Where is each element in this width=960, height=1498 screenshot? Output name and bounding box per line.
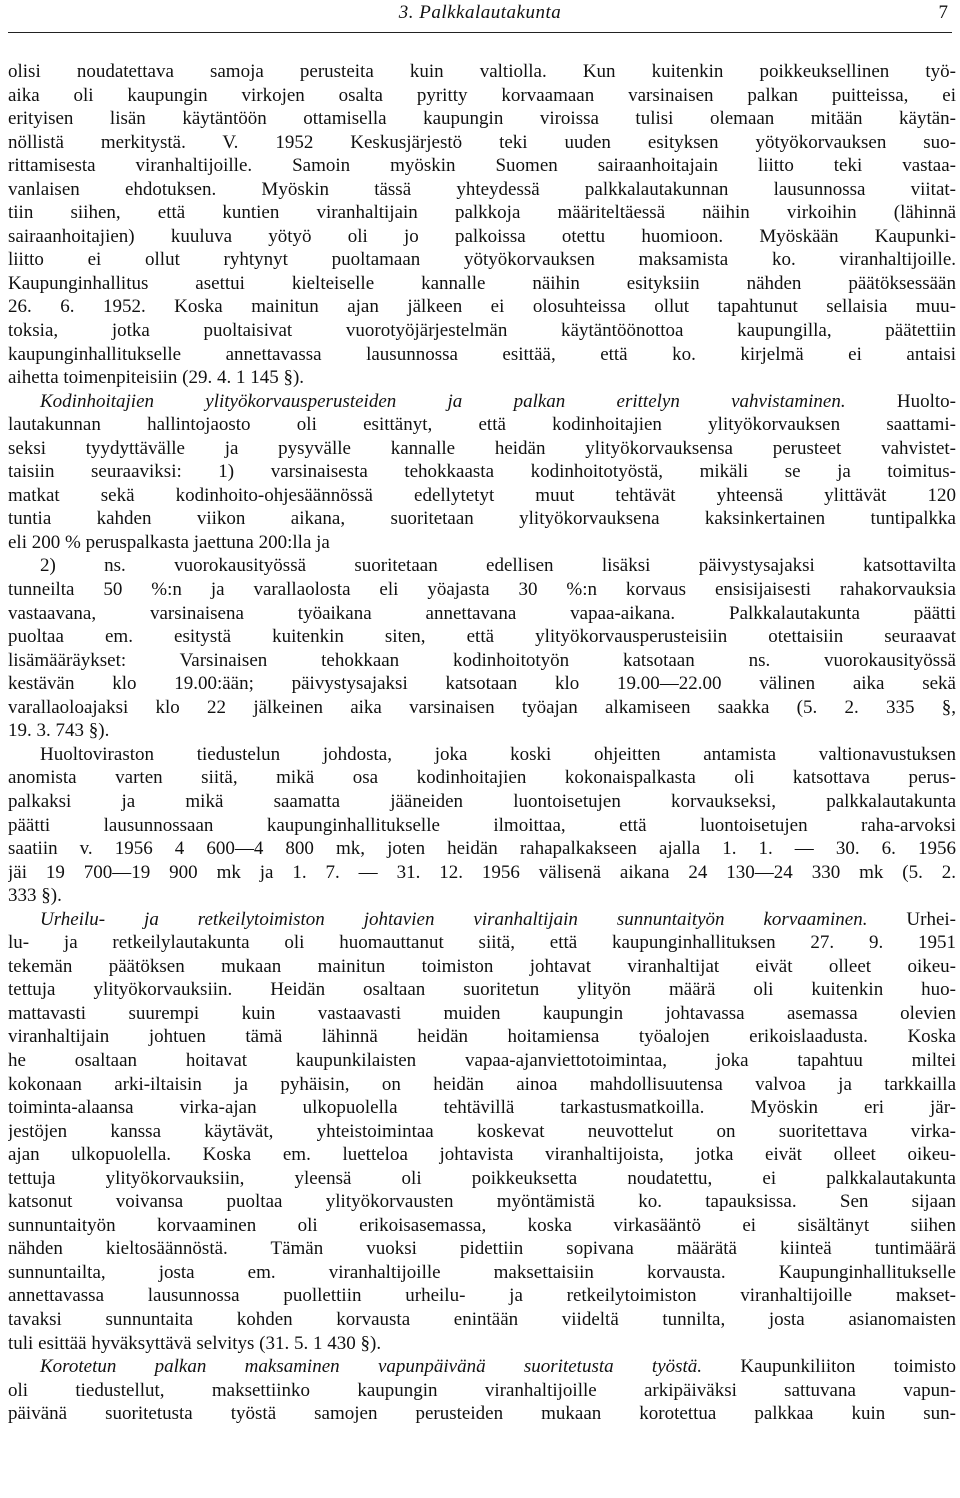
line-text: eli 200 % peruspalkasta jaettuna 200:lla ja	[8, 531, 330, 553]
line-text: tekemän päätöksen mukaan mainitun toimiston johtavat viranhaltijat eivät olleet oikeu-	[8, 955, 956, 977]
text-line	[8, 578, 956, 602]
text-line	[8, 413, 956, 437]
line-text: aihetta toimenpiteisiin (29. 4. 1 145 §).	[8, 367, 305, 389]
line-text: vanlaisen ehdotuksen. Myöskin tässä yhteydessä palkkalautakunnan lausunnossa viitat-	[8, 178, 956, 200]
text-line	[8, 484, 956, 508]
text-line	[8, 178, 956, 202]
line-text: annettavassa lausunnossa puollettiin urheilu- ja retkeilytoimiston viranhaltijoille makset-	[8, 1285, 956, 1307]
line-text: anomista varten siitä, mikä osa kodinhoitajien kokonaispalkasta oli katsottava perus-	[8, 767, 956, 789]
text-line	[8, 1379, 956, 1403]
line-text: tavaksi sunnuntaita kohden korvausta enintään viideltä tunnilta, josta asianomaisten	[8, 1308, 956, 1330]
line-text: kokonaan arki-iltaisin ja pyhäisin, on heidän ainoa mahdollisuutensa valvoa ja tarkkailla	[8, 1073, 956, 1095]
line-text: jestöjen kanssa käytävät, yhteistoimintaa koskevat neuvottelut on suoritettava virka-	[8, 1120, 956, 1142]
line-text: tettuja ylityökorvauksiin, yleensä oli poikkeuksetta noudatettu, ei palkkalautakunta	[8, 1167, 956, 1189]
paragraph-heading-italic: Korotetun palkan maksaminen vapunpäivänä suoritetusta työstä.	[40, 1356, 703, 1378]
text-line	[8, 1167, 956, 1191]
line-text: taisiin seuraaviksi: 1) varsinaisesta tehokkaasta kodinhoitotyöstä, mikäli se ja toimitus-	[8, 461, 956, 483]
text-line	[8, 531, 956, 555]
text-line	[8, 248, 956, 272]
text-line	[8, 766, 956, 790]
text-line	[8, 696, 956, 720]
text-line	[8, 1355, 956, 1379]
line-text: tuli esittää hyväksyttävä selvitys (31. 5. 1 430 §).	[8, 1332, 382, 1354]
text-line	[8, 1261, 956, 1285]
text-line	[8, 1190, 956, 1214]
line-text: sairaanhoitajien) kuuluva yötyö oli jo palkoissa otettu huomioon. Myöskään Kaupunki-	[8, 225, 956, 247]
line-text: he osaltaan hoitavat kaupunkilaisten vapaa-ajanviettotoimintaa, joka tapahtuu miltei	[8, 1049, 956, 1071]
text-line	[8, 1025, 956, 1049]
text-line	[8, 1284, 956, 1308]
line-text: lisämääräykset: Varsinaisen tehokkaan kodinhoitotyön katsotaan ns. vuorokausityössä	[8, 649, 956, 671]
text-line	[8, 790, 956, 814]
text-line	[8, 201, 956, 225]
text-line	[8, 272, 956, 296]
line-text: tettuja ylityökorvauksiin. Heidän osaltaan suoritetun ylityön määrä oli kuitenkin huo-	[8, 979, 956, 1001]
text-line	[8, 719, 956, 743]
running-head-section-title: 3. Palkkalautakunta	[398, 2, 562, 23]
line-text: toiminta-alaansa virka-ajan ulkopuolella tehtävillä tarkastusmatkoilla. Myöskin eri jär-	[8, 1097, 956, 1119]
line-text: lu- ja retkeilylautakunta oli huomauttanut siitä, että kaupunginhallituksen 27. 9. 1951	[8, 932, 956, 954]
line-text: 19. 3. 743 §).	[8, 720, 110, 742]
line-text: saatiin v. 1956 4 600—4 800 mk, joten heidän rahapalkakseen ajalla 1. 1. — 30. 6. 1956	[8, 838, 956, 860]
line-text: viranhaltijain johtuen tämä lähinnä heidän hoitamiensa työalojen erikoislaadusta. Koska	[8, 1026, 956, 1048]
text-line	[8, 437, 956, 461]
line-text: tunneilta 50 %:n ja varallaolosta eli yöajasta 30 %:n korvaus ensisijaisesti rahakorvauksia	[8, 579, 956, 601]
text-line	[8, 1096, 956, 1120]
text-line	[8, 884, 956, 908]
text-line	[8, 1120, 956, 1144]
text-line	[8, 319, 956, 343]
line-text: Kaupunginhallitus asettui kielteiselle kannalle näihin esityksiin nähden päätöksessään	[8, 272, 956, 294]
text-line	[8, 60, 956, 84]
line-text: mattavasti suurempi kuin vastaavasti muiden kaupungin johtavassa asemassa olevien	[8, 1002, 956, 1024]
line-text: puoltaa em. esitystä kuitenkin siten, että ylityökorvausperusteisiin otettaisiin seuraavat	[8, 626, 956, 648]
line-text: jäi 19 700—19 900 mk ja 1. 7. — 31. 12. 1956 välisenä aikana 24 130—24 330 mk (5. 2.	[8, 861, 956, 883]
line-text: päätti lausunnossaan kaupunginhallitukselle ilmoittaa, että luontoisetujen raha-arvoksi	[8, 814, 956, 836]
document-body	[8, 60, 956, 1426]
line-text: sunnuntaityön korvaaminen oli erikoisasemassa, koska virkasääntö ei sisältänyt siihen	[8, 1214, 956, 1236]
paragraph-heading-italic: Urheilu- ja retkeilytoimiston johtavien viranhaltijain sunnuntaityön korvaaminen.	[40, 908, 868, 930]
page-number: 7	[938, 2, 948, 23]
text-line	[8, 1214, 956, 1238]
text-line	[8, 955, 956, 979]
text-line	[8, 602, 956, 626]
line-text: kaupunginhallitukselle annettavassa lausunnossa esittää, että ko. kirjelmä ei antaisi	[8, 343, 956, 365]
text-line	[8, 1049, 956, 1073]
line-text: katsonut voivansa puoltaa ylityökorvausten myöntämistä ko. tapauksissa. Sen sijaan	[8, 1191, 956, 1213]
line-text: Urhei-	[867, 908, 956, 930]
line-text: tuntia kahden viikon aikana, suoritetaan ylityökorvauksena kaksinkertainen tuntipalkka	[8, 508, 956, 530]
line-text: palkaksi ja mikä saamatta jääneiden luontoisetujen korvaukseksi, palkkalautakunta	[8, 790, 956, 812]
text-line	[8, 1002, 956, 1026]
line-text: oli tiedustellut, maksettiinko kaupungin viranhaltijoille arkipäiväksi sattuvana vapun-	[8, 1379, 956, 1401]
line-text: rittamisesta viranhaltijoille. Samoin myöskin Suomen sairaanhoitajain liitto teki vastaa-	[8, 155, 956, 177]
line-text: seksi tyydyttävälle ja pysyvälle kannalle heidän ylityökorvauksensa perusteet vahvistet-	[8, 437, 956, 459]
text-line	[8, 837, 956, 861]
text-line	[8, 908, 956, 932]
text-line	[8, 978, 956, 1002]
line-text: Huolto-	[845, 390, 956, 412]
line-text: matkat sekä kodinhoito-ohjesäännössä edellytetyt muut tehtävät yhteensä ylittävät 120	[8, 484, 956, 506]
text-line	[8, 390, 956, 414]
line-text: Huoltoviraston tiedustelun johdosta, joka koski ohjeitten antamista valtionavustuksen	[40, 743, 956, 765]
line-text: tiin siihen, että kuntien viranhaltijain palkkoja määriteltäessä näihin virkoihin (lähinnä	[8, 202, 956, 224]
text-line	[8, 154, 956, 178]
text-line	[8, 672, 956, 696]
text-line	[8, 931, 956, 955]
line-text: ajan ulkopuolella. Koska em. luetteloa johtavista viranhaltijoista, jotka eivät olleet oikeu-	[8, 1144, 956, 1166]
line-text: kestävän klo 19.00:ään; päivystysajaksi katsotaan klo 19.00—22.00 välinen aika sekä	[8, 673, 956, 695]
text-line	[8, 107, 956, 131]
text-line	[8, 84, 956, 108]
line-text: Kaupunkiliiton toimisto	[702, 1356, 956, 1378]
text-line	[8, 743, 956, 767]
line-text: sunnuntailta, josta em. viranhaltijoille maksettaisiin korvausta. Kaupunginhallitukselle	[8, 1261, 956, 1283]
line-text: liitto ei ollut ryhtynyt puoltamaan yötyökorvauksen maksamista ko. viranhaltijoille.	[8, 249, 956, 271]
text-line	[8, 366, 956, 390]
line-text: varallaoloajaksi klo 22 jälkeinen aika varsinaisen työajan alkamiseen saakka (5. 2. 335 §,	[8, 696, 956, 718]
text-line	[8, 814, 956, 838]
line-text: päivänä suoritetusta työstä samojen perusteiden mukaan korotettua palkkaa kuin sun-	[8, 1403, 956, 1425]
text-line	[8, 861, 956, 885]
text-line	[8, 1402, 956, 1426]
line-text: olisi noudatettava samoja perusteita kuin valtiolla. Kun kuitenkin poikkeuksellinen työ-	[8, 61, 956, 82]
line-text: aika oli kaupungin virkojen osalta pyritty korvaamaan varsinaisen palkan puitteissa, ei	[8, 84, 956, 106]
text-line	[8, 554, 956, 578]
line-text: nähden kieltosäännöstä. Tämän vuoksi pidettiin sopivana määrätä kiinteä tuntimäärä	[8, 1238, 956, 1260]
line-text: 2) ns. vuorokausityössä suoritetaan edellisen lisäksi päivystysajaksi katsottavilta	[40, 555, 956, 577]
line-text: 26. 6. 1952. Koska mainitun ajan jälkeen ei olosuhteissa ollut tapahtunut sellaisia muu-	[8, 296, 956, 318]
text-line	[8, 1143, 956, 1167]
line-text: nöllistä merkitystä. V. 1952 Keskusjärjestö teki uuden esityksen yötyökorvauksen suo-	[8, 131, 956, 153]
text-line	[8, 507, 956, 531]
text-line	[8, 460, 956, 484]
page-header	[8, 0, 952, 33]
text-line	[8, 343, 956, 367]
text-line	[8, 649, 956, 673]
text-line	[8, 295, 956, 319]
line-text: toksia, jotka puoltaisivat vuorotyöjärjestelmän käytäntöönottoa kaupungilla, päätettiin	[8, 320, 956, 342]
text-line	[8, 225, 956, 249]
line-text: lautakunnan hallintojaosto oli esittänyt, että kodinhoitajien ylityökorvauksen saattami-	[8, 414, 956, 436]
text-line	[8, 1237, 956, 1261]
line-text: erityisen lisän käytäntöön ottamisella kaupungin viroissa tulisi olemaan mitään käytän-	[8, 108, 956, 130]
text-line	[8, 625, 956, 649]
paragraph-heading-italic: Kodinhoitajien ylityökorvausperusteiden ja palkan erittelyn vahvistaminen.	[40, 390, 846, 412]
text-line	[8, 1332, 956, 1356]
line-text: vastaavana, varsinaisena työaikana annettavana vapaa-aikana. Palkkalautakunta päätti	[8, 602, 956, 624]
text-line	[8, 1308, 956, 1332]
text-line	[8, 1073, 956, 1097]
line-text: 333 §).	[8, 885, 62, 907]
text-line	[8, 131, 956, 155]
